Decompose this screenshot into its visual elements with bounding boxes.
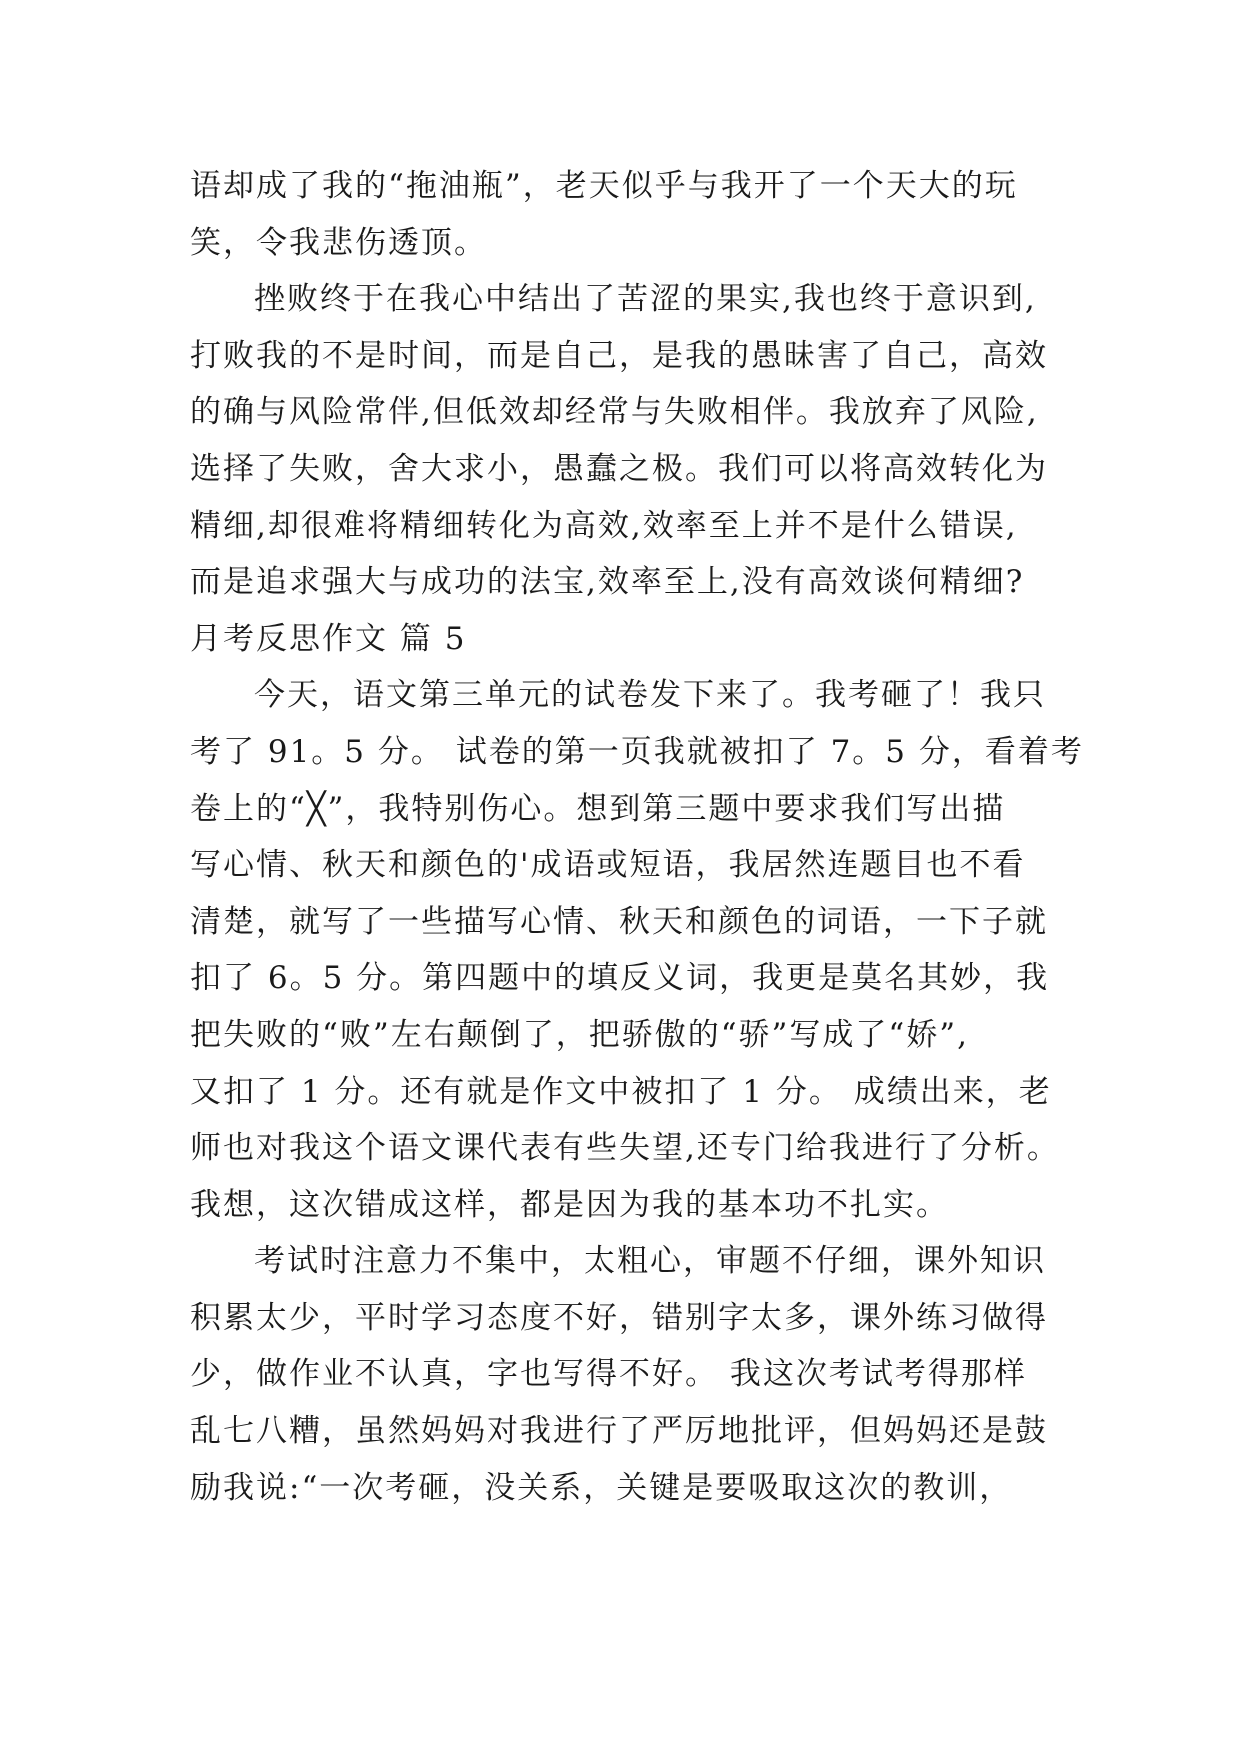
paragraph-1: [190, 158, 1090, 271]
text-line: 我想，这次错成这样，都是因为我的基本功不扎实。: [190, 1186, 949, 1223]
text-line: 考试时注意力不集中，太粗心，审题不仔细，课外知识: [254, 1243, 1046, 1280]
section-heading: 月考反思作文 篇 5: [190, 620, 467, 657]
text-line: 清楚，就写了一些描写心情、秋天和颜色的词语，一下子就: [190, 903, 1048, 940]
text-line: 打败我的不是时间，而是自己，是我的愚昧害了自己，高效: [190, 337, 1048, 374]
text-line: 笑，令我悲伤透顶。: [190, 224, 487, 261]
text-line: 师也对我这个语文课代表有些失望,还专门给我进行了分析。: [190, 1130, 1060, 1167]
text-line: 语却成了我的“拖油瓶”，老天似乎与我开了一个天大的玩: [190, 168, 1018, 204]
text-line: 乱七八糟，虽然妈妈对我进行了严厉地批评，但妈妈还是鼓: [190, 1413, 1048, 1450]
text-line: 精细,却很难将精细转化为高效,效率至上并不是什么错误,: [190, 507, 1018, 544]
text-line: 扣了 6。5 分。第四题中的填反义词，我更是莫名其妙，我: [190, 960, 1050, 997]
text-line: 积累太少，平时学习态度不好，错别字太多，课外练习做得: [190, 1299, 1048, 1336]
text-line: 卷上的“╳”，我特别伤心。想到第三题中要求我们写出描: [190, 790, 1006, 827]
text-line: 励我说:“一次考砸，没关系，关键是要吸取这次的教训，: [190, 1469, 1013, 1506]
text-line: 把失败的“败”左右颠倒了，把骄傲的“骄”写成了“娇”,: [190, 1016, 969, 1053]
document-body: [190, 158, 1090, 1516]
text-line: 写心情、秋天和颜色的'成语或短语，我居然连题目也不看: [190, 847, 1026, 884]
text-line: 考了 91。5 分。 试卷的第一页我就被扣了 7。5 分，看着考: [190, 733, 1084, 770]
text-line: 而是追求强大与成功的法宝,效率至上,没有高效谈何精细?: [190, 564, 1025, 601]
text-line: 的确与风险常伴,但低效却经常与失败相伴。我放弃了风险,: [190, 394, 1039, 431]
text-line: 又扣了 1 分。还有就是作文中被扣了 1 分。 成绩出来，老: [190, 1073, 1052, 1110]
paragraph-4: [190, 1233, 1090, 1516]
paragraph-3: [190, 667, 1090, 1233]
paragraph-2: [190, 271, 1090, 611]
text-line: 今天，语文第三单元的试卷发下来了。我考砸了！我只: [254, 677, 1046, 714]
text-line: 少，做作业不认真，字也写得不好。 我这次考试考得那样: [190, 1356, 1027, 1393]
text-line: 挫败终于在我心中结出了苦涩的果实,我也终于意识到,: [254, 281, 1037, 318]
text-line: 选择了失败，舍大求小，愚蠢之极。我们可以将高效转化为: [190, 450, 1048, 487]
